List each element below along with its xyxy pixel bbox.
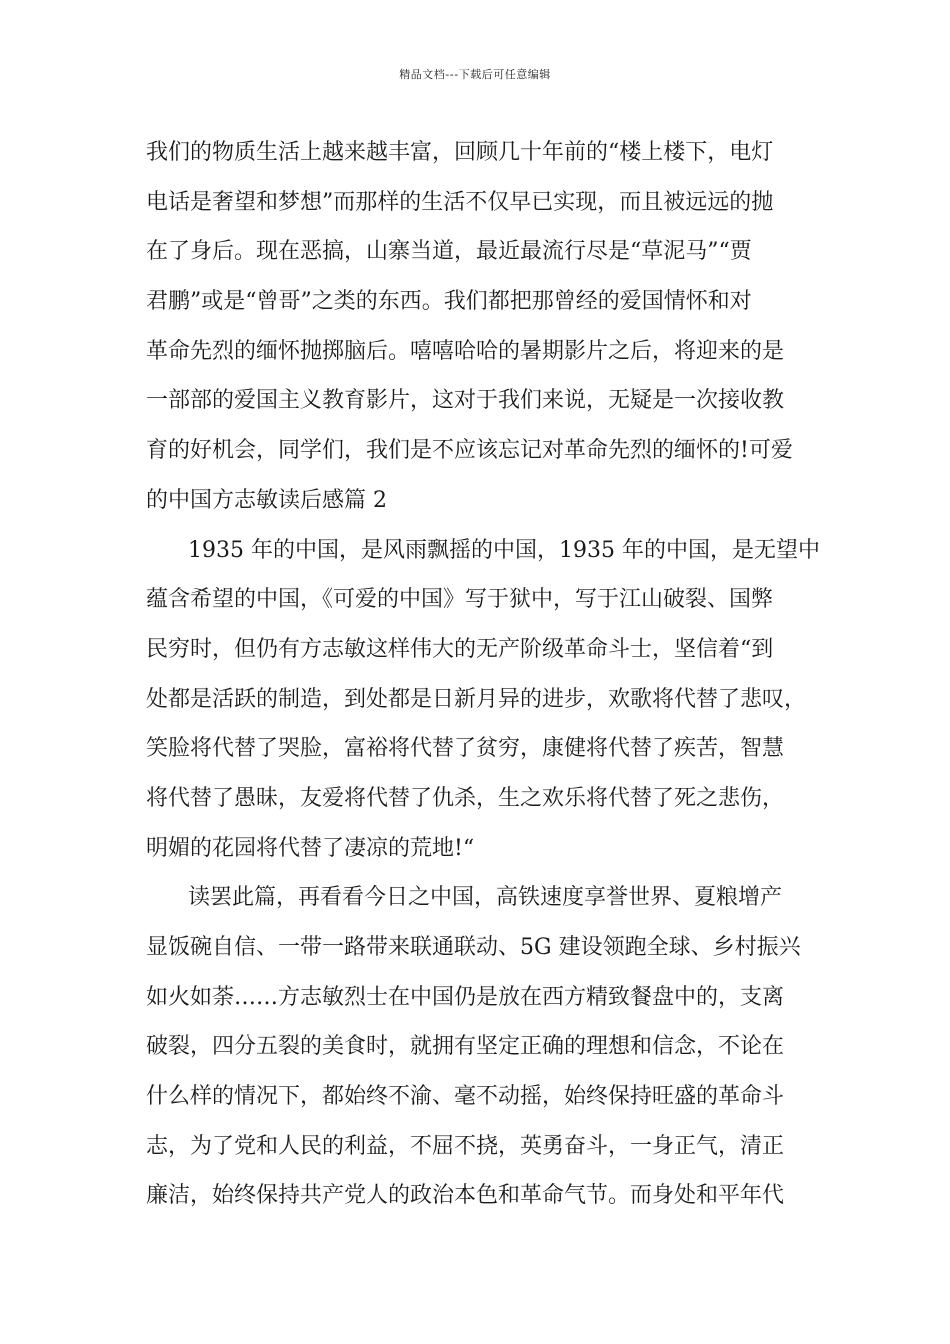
text-line: 民穷时，但仍有方志敏这样伟大的无产阶级革命斗士，坚信着“到 [146, 636, 774, 662]
text-line: 显饭碗自信、一带一路带来联通联动、5G 建设领跑全球、乡村振兴 [146, 935, 801, 960]
text-line: 破裂，四分五裂的美食时，就拥有坚定正确的理想和信念，不论在 [146, 1034, 785, 1060]
page-header: 精品文档---下载后可任意编辑 [399, 68, 551, 81]
section-title: 的中国方志敏读后感篇 2 [146, 487, 387, 513]
text-line: 明媚的花园将代替了凄凉的荒地!“ [146, 835, 475, 861]
text-line: 在了身后。现在恶搞，山寨当道，最近最流行尽是“草泥马”“贾 [146, 239, 752, 265]
text-line: 蕴含希望的中国，《可爱的中国》写于狱中，写于江山破裂、国弊 [146, 587, 774, 613]
text-line: 笑脸将代替了哭脸，富裕将代替了贫穷，康健将代替了疾苦，智慧 [146, 736, 785, 762]
text-line: 我们的物质生活上越来越丰富，回顾几十年前的“楼上楼下，电灯 [146, 140, 774, 165]
text-line: 一部部的爱国主义教育影片，这对于我们来说，无疑是一次接收教 [146, 388, 785, 414]
text-line: 志，为了党和人民的利益，不屈不挠，英勇奋斗，一身正气，清正 [146, 1133, 785, 1159]
text-line: 廉洁，始终保持共产党人的政治本色和革命气节。而身处和平年代 [146, 1183, 785, 1209]
text-line: 如火如荼……方志敏烈士在中国仍是放在西方精致餐盘中的，支离 [146, 984, 785, 1010]
text-line: 将代替了愚昧，友爱将代替了仇杀，生之欢乐将代替了死之悲伤， [146, 785, 785, 811]
text-line: 君鹏”或是“曾哥”之类的东西。我们都把那曾经的爱国情怀和对 [146, 289, 752, 315]
paragraph-start: 1935 年的中国，是风雨飘摇的中国，1935 年的中国，是无望中 [188, 537, 820, 563]
paragraph-start: 读罢此篇，再看看今日之中国，高铁速度享誉世界、夏粮增产 [188, 885, 783, 911]
text-line: 电话是奢望和梦想”而那样的生活不仅早已实现，而且被远远的抛 [146, 189, 774, 215]
text-line: 育的好机会，同学们，我们是不应该忘记对革命先烈的缅怀的!可爱 [146, 438, 793, 464]
document-body [146, 128, 826, 1221]
text-line: 革命先烈的缅怀抛掷脑后。嘻嘻哈哈的暑期影片之后，将迎来的是 [146, 338, 785, 364]
text-line: 处都是活跃的制造，到处都是日新月异的进步，欢歌将代替了悲叹， [146, 686, 807, 712]
text-line: 什么样的情况下，都始终不渝、毫不动摇，始终保持旺盛的革命斗 [146, 1084, 785, 1110]
